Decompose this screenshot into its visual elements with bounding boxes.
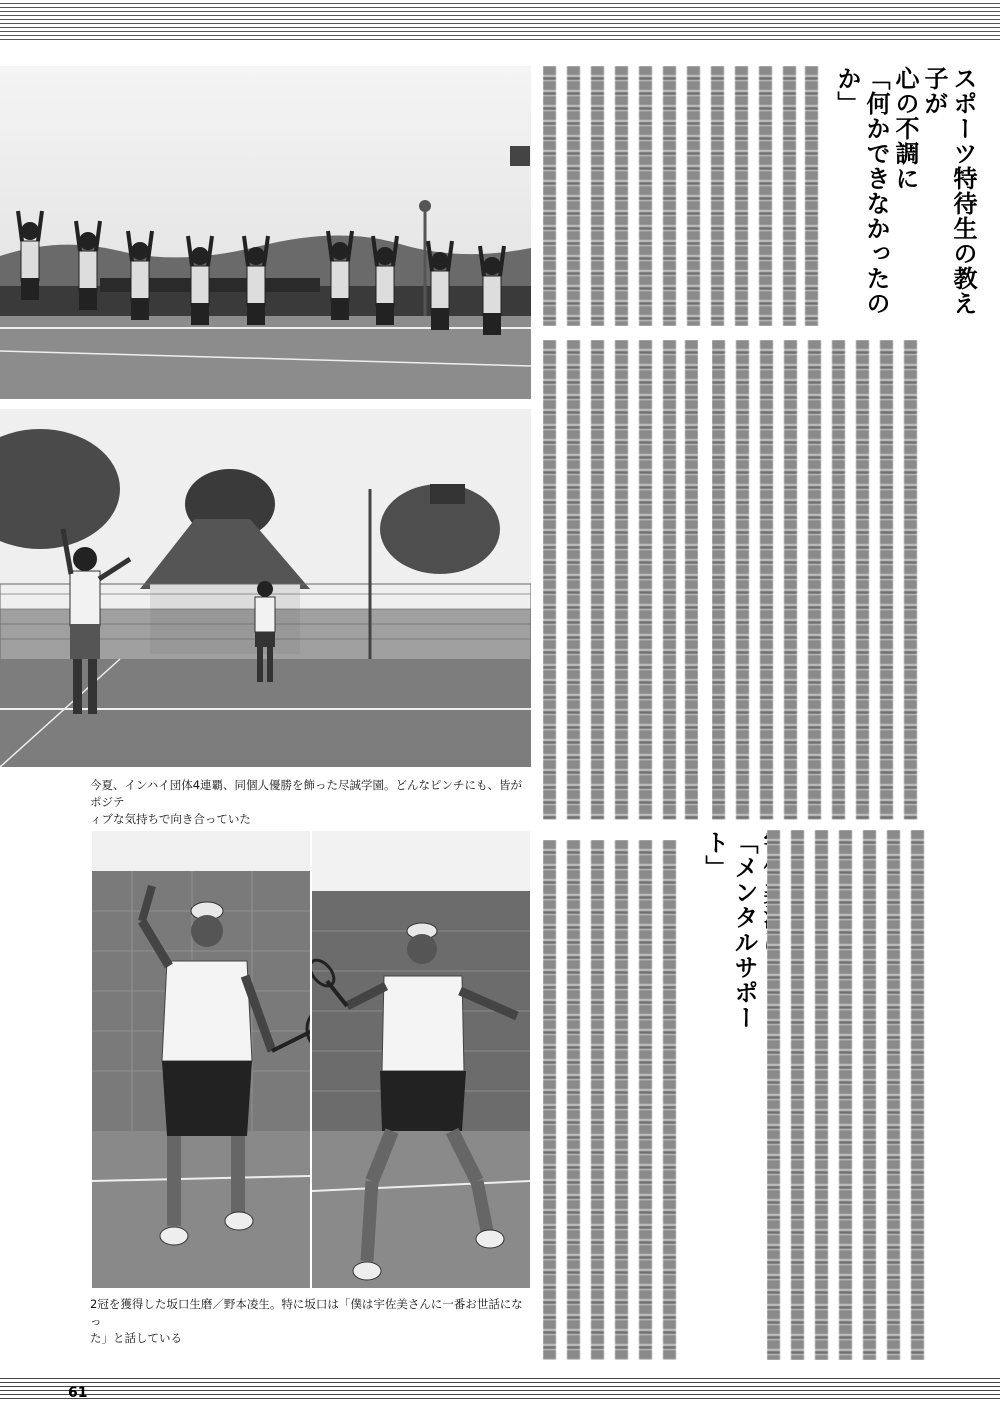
photo-caption-2 <box>90 1296 530 1347</box>
headline-line: スポーツ特待生の教え子が <box>920 66 977 316</box>
headline-1 <box>832 66 977 316</box>
body-text-block-middle-left <box>543 340 698 820</box>
photo-caption-1 <box>90 777 530 828</box>
body-text-block-top-right <box>543 66 826 326</box>
player-celebrating-left-photo <box>92 831 310 1288</box>
caption-line: た」と話している <box>90 1331 182 1345</box>
body-text-block-bottom-left <box>543 840 693 1360</box>
body-text-block-bottom-right <box>767 830 937 1360</box>
player-celebrating-right-photo <box>312 831 530 1288</box>
court-match-photo <box>0 409 531 767</box>
team-jumping-photo <box>0 66 531 399</box>
headline-line: 「メンタルサポート」 <box>701 830 758 1030</box>
footer-rules <box>0 1378 1000 1408</box>
header-rules <box>0 0 1000 46</box>
caption-line: 2冠を獲得した坂口生磨／野本凌生。特に坂口は「僕は宇佐美さんに一番お世話になっ <box>90 1297 523 1328</box>
headline-line: 「何かできなかったのか」 <box>833 66 890 316</box>
headline-line: 心の不調に <box>891 66 919 191</box>
body-text-block-middle-right <box>712 340 932 820</box>
caption-line: 今夏、インハイ団体4連覇、同個人優勝を飾った尽誠学園。どんなピンチにも、皆がポジテ <box>90 778 523 809</box>
caption-line: ィブな気持ちで向き合っていた <box>90 812 251 826</box>
page-number: 61 <box>68 1385 88 1401</box>
